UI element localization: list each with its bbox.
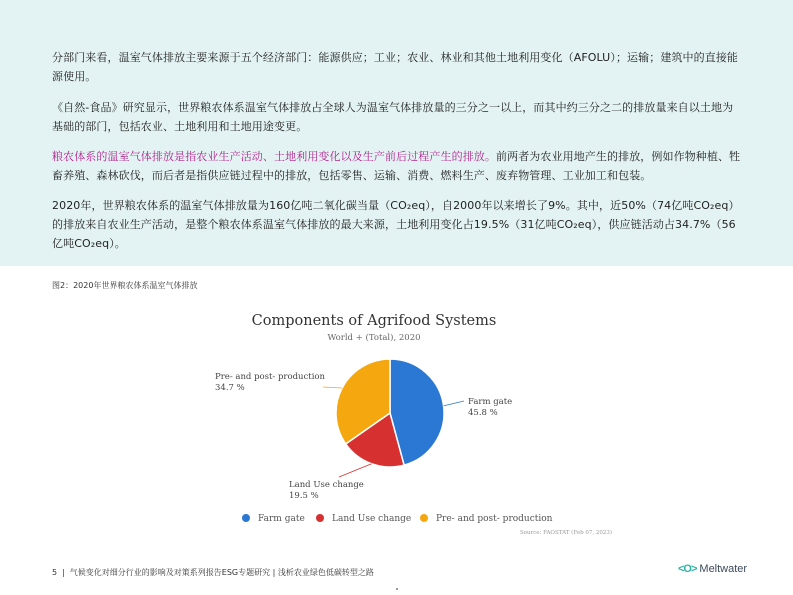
figure-caption: 图2：2020年世界粮农体系温室气体排放 [52, 281, 198, 290]
chart-title: Components of Agrifood Systems [251, 313, 497, 329]
slice-value-label: 45.8 % [468, 408, 498, 418]
report-title: 气候变化对细分行业的影响及对策系列报告ESG专题研究 | 浅析农业绿色低碳转型之路 [69, 568, 374, 577]
page-dot [396, 588, 398, 590]
pie-chart [210, 298, 640, 546]
paragraph-emission-sectors: 分部门来看，温室气体排放主要来源于五个经济部门：能源供应；工业；农业、林业和其他土地利用变化（AFOLU）；运输；建筑中的直接能源使用。 [52, 51, 739, 83]
page-number: 5 [52, 568, 58, 577]
chart-legend [242, 514, 553, 524]
leader-line [444, 401, 464, 406]
slice-label: Land Use change [289, 480, 364, 490]
highlighted-definition: 粮农体系的温室气体排放是指农业生产活动、土地利用变化以及生产前后过程产生的排放。 [52, 150, 496, 163]
meltwater-logo [678, 561, 747, 577]
pie-slices [336, 359, 444, 467]
legend-label: Land Use change [332, 514, 412, 524]
meltwater-logo-text: Meltwater [699, 563, 748, 575]
page-footer [52, 567, 374, 578]
pie-chart-svg [210, 298, 640, 546]
leader-line [339, 464, 372, 477]
meltwater-logo-icon: <O> [678, 563, 697, 575]
slice-value-label: 19.5 % [289, 491, 319, 501]
chart-subtitle: World + (Total), 2020 [327, 333, 421, 343]
paragraph-nature-food-study: 《自然-食品》研究显示，世界粮农体系温室气体排放占全球人为温室气体排放量的三分之一以上，而其中约三分之二的排放量来自以土地为基础的部门，包括农业、土地利用和土地用途变更。 [52, 101, 734, 133]
definition-detail: 前两者为农业用地产生的排放，例如作物种植、牲畜养殖、森林砍伐，而后者是指供应链过程中的排放，包括零售、运输、消费、燃料生产、废弃物管理、工业加工和包装。 [52, 150, 741, 182]
legend-label: Farm gate [258, 514, 305, 524]
chart-source: Source: FAOSTAT (Feb 07, 2023) [519, 530, 612, 536]
paragraph-2020-statistics: 2020年，世界粮农体系的温室气体排放量为160亿吨二氧化碳当量（CO₂eq），自2000年以来增长了9%。其中，近50%（74亿吨CO₂eq）的排放来自农业生产活动，是整个粮农体系温室气体排放的最大来源，土地利用变化占19.5%（31亿吨CO₂eq），供应链活动占34.7%（56亿吨CO₂eq）。 [52, 199, 740, 250]
legend-marker [420, 514, 428, 522]
slice-label: Pre- and post- production [215, 372, 326, 382]
paragraph-agrifood-definition [52, 147, 742, 185]
legend-marker [242, 514, 250, 522]
legend-label: Pre- and post- production [436, 514, 553, 524]
slice-label: Farm gate [468, 397, 513, 407]
footer-separator: | [62, 568, 65, 577]
leader-line [323, 387, 342, 388]
legend-marker [316, 514, 324, 522]
slice-value-label: 34.7 % [215, 383, 245, 393]
